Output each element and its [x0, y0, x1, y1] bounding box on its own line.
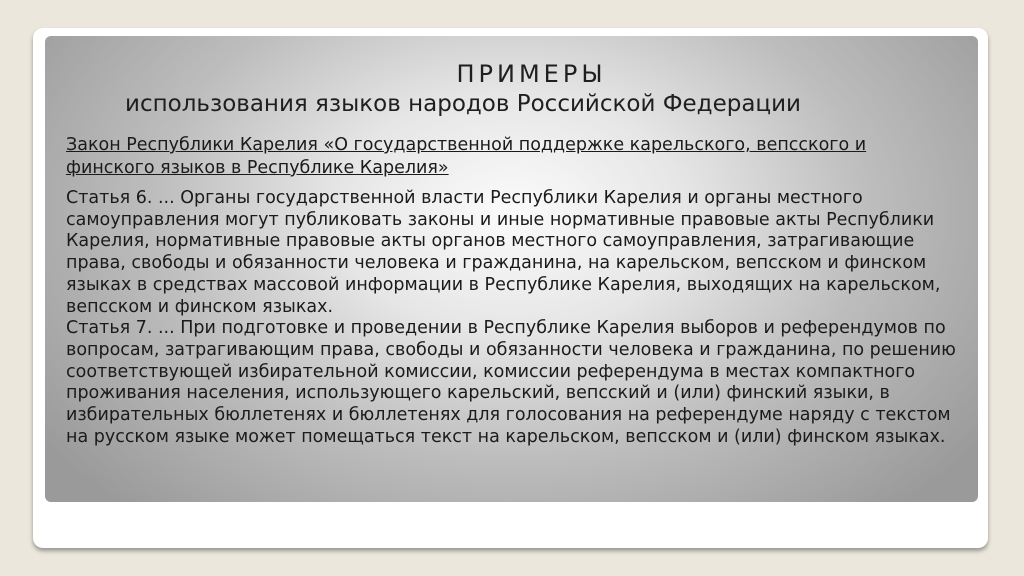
law-title-link[interactable]: Закон Республики Карелия «О государственной поддержке карельского, вепсского и финского языков в Республике Карелия»	[66, 135, 867, 178]
slide-subtitle: использования языков народов Российской Федерации	[125, 91, 801, 117]
article-6: Статья 6. ... Органы государственной власти Республики Карелия и органы местного самоуправления могут публиковать законы и иные нормативные правовые акты Республики Карелия, нормативные правовые акты органов местного самоуправления, затрагивающие права, свободы и обязанности человека и гражданина, на карельском, вепсском и финском языках в средствах массовой информации в Республике Карелия, выходящих на карельском, вепсском и финском языках.	[66, 188, 941, 317]
slide-title: ПРИМЕРЫ	[456, 60, 607, 88]
articles-text	[66, 188, 966, 448]
content-panel	[45, 36, 978, 502]
article-7: Статья 7. ... При подготовке и проведении в Республике Карелия выборов и референдумов по вопросам, затрагивающим права, свободы и обязанности человека и гражданина, по решению соответствующей избирательной комиссии, комиссии референдума в местах компактного проживания населения, использующего карельский, вепсский и (или) финский языки, в избирательных бюллетенях и бюллетенях для голосования на референдуме наряду с текстом на русском языке может помещаться текст на карельском, вепсском и (или) финском языках.	[66, 318, 956, 447]
